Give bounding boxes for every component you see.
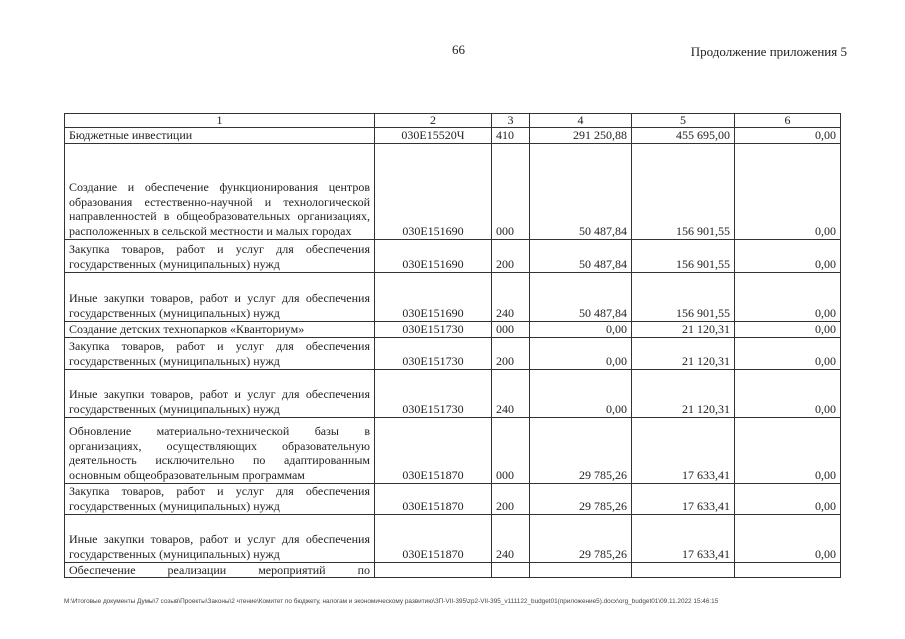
row-value-2: 17 633,41 <box>632 514 735 562</box>
row-expense-type: 200 <box>492 239 530 272</box>
row-value-1: 50 487,84 <box>530 272 632 321</box>
row-name: Бюджетные инвестиции <box>65 128 375 144</box>
row-code: 030E151730 <box>375 369 492 417</box>
table-row <box>65 562 841 578</box>
row-name: Создание и обеспечение функционирования центров образования естественно-научной и технологической направленностей в общеобразовательных организациях, расположенных в сельской местности и малых городах <box>65 143 375 239</box>
page-number: 66 <box>452 42 465 57</box>
row-code: 030E15520Ч <box>375 128 492 144</box>
column-header: 1 <box>65 114 375 128</box>
row-code: 030E151730 <box>375 321 492 337</box>
row-value-3: 0,00 <box>735 337 841 369</box>
row-name: Создание детских технопарков «Кванториум» <box>65 321 375 337</box>
row-value-1: 0,00 <box>530 369 632 417</box>
row-expense-type: 240 <box>492 514 530 562</box>
row-value-1: 29 785,26 <box>530 483 632 514</box>
row-code: 030E151690 <box>375 239 492 272</box>
row-value-3: 0,00 <box>735 514 841 562</box>
row-value-2: 156 901,55 <box>632 239 735 272</box>
row-value-3 <box>735 562 841 578</box>
row-value-3: 0,00 <box>735 239 841 272</box>
column-header: 2 <box>375 114 492 128</box>
row-value-3: 0,00 <box>735 321 841 337</box>
row-expense-type: 000 <box>492 321 530 337</box>
row-expense-type: 240 <box>492 272 530 321</box>
column-header: 4 <box>530 114 632 128</box>
row-value-1: 50 487,84 <box>530 239 632 272</box>
table-row <box>65 272 841 321</box>
row-value-1: 50 487,84 <box>530 143 632 239</box>
row-value-2: 21 120,31 <box>632 369 735 417</box>
table-header <box>65 114 841 128</box>
row-code: 030E151870 <box>375 483 492 514</box>
row-code: 030E151690 <box>375 143 492 239</box>
row-expense-type: 200 <box>492 337 530 369</box>
budget-table <box>64 113 841 578</box>
row-value-1: 0,00 <box>530 337 632 369</box>
row-name: Закупка товаров, работ и услуг для обеспечения государственных (муниципальных) нужд <box>65 337 375 369</box>
column-header: 5 <box>632 114 735 128</box>
row-value-2: 21 120,31 <box>632 321 735 337</box>
row-value-3: 0,00 <box>735 272 841 321</box>
row-value-3: 0,00 <box>735 143 841 239</box>
column-header: 6 <box>735 114 841 128</box>
row-value-2: 455 695,00 <box>632 128 735 144</box>
table-row <box>65 483 841 514</box>
row-code <box>375 562 492 578</box>
row-value-2: 21 120,31 <box>632 337 735 369</box>
row-value-1 <box>530 562 632 578</box>
row-name: Закупка товаров, работ и услуг для обеспечения государственных (муниципальных) нужд <box>65 483 375 514</box>
table-row <box>65 321 841 337</box>
row-value-3: 0,00 <box>735 128 841 144</box>
row-value-2 <box>632 562 735 578</box>
row-value-2: 17 633,41 <box>632 483 735 514</box>
row-name: Обновление материально-технической базы в организациях, осуществляющих образовательную деятельность исключительно по адаптированным основным общеобразовательным программам <box>65 417 375 483</box>
continuation-title: Продолжение приложения 5 <box>690 44 847 59</box>
table-row <box>65 417 841 483</box>
row-value-2: 156 901,55 <box>632 143 735 239</box>
table-row <box>65 128 841 144</box>
row-expense-type: 240 <box>492 369 530 417</box>
row-code: 030E151870 <box>375 417 492 483</box>
row-value-2: 17 633,41 <box>632 417 735 483</box>
table-row <box>65 514 841 562</box>
footer-file-path: M:\Итоговые документы Думы\7 созыв\Проекты\Законы\2 чтение\Комитет по бюджету, налогам и экономическому развитию\ЗП-VII-395\zp2-VII-395_v111122_budget01(приложение5).docx\org_budget01\09.11.2022 15:46:15 <box>64 598 719 605</box>
row-value-1: 29 785,26 <box>530 514 632 562</box>
row-value-3: 0,00 <box>735 417 841 483</box>
row-name: Иные закупки товаров, работ и услуг для обеспечения государственных (муниципальных) нужд <box>65 369 375 417</box>
row-value-3: 0,00 <box>735 483 841 514</box>
row-value-1: 291 250,88 <box>530 128 632 144</box>
row-expense-type: 000 <box>492 417 530 483</box>
header-row <box>65 114 841 128</box>
table-row <box>65 369 841 417</box>
row-code: 030E151730 <box>375 337 492 369</box>
table-row <box>65 239 841 272</box>
row-name: Иные закупки товаров, работ и услуг для обеспечения государственных (муниципальных) нужд <box>65 272 375 321</box>
column-header: 3 <box>492 114 530 128</box>
row-value-1: 0,00 <box>530 321 632 337</box>
row-expense-type <box>492 562 530 578</box>
row-name: Иные закупки товаров, работ и услуг для обеспечения государственных (муниципальных) нужд <box>65 514 375 562</box>
table-row <box>65 143 841 239</box>
row-code: 030E151870 <box>375 514 492 562</box>
row-expense-type: 000 <box>492 143 530 239</box>
row-value-2: 156 901,55 <box>632 272 735 321</box>
row-name: Закупка товаров, работ и услуг для обеспечения государственных (муниципальных) нужд <box>65 239 375 272</box>
row-expense-type: 410 <box>492 128 530 144</box>
row-name: Обеспечение реализации мероприятий по <box>65 562 375 578</box>
row-value-3: 0,00 <box>735 369 841 417</box>
row-code: 030E151690 <box>375 272 492 321</box>
row-value-1: 29 785,26 <box>530 417 632 483</box>
table-row <box>65 337 841 369</box>
row-expense-type: 200 <box>492 483 530 514</box>
